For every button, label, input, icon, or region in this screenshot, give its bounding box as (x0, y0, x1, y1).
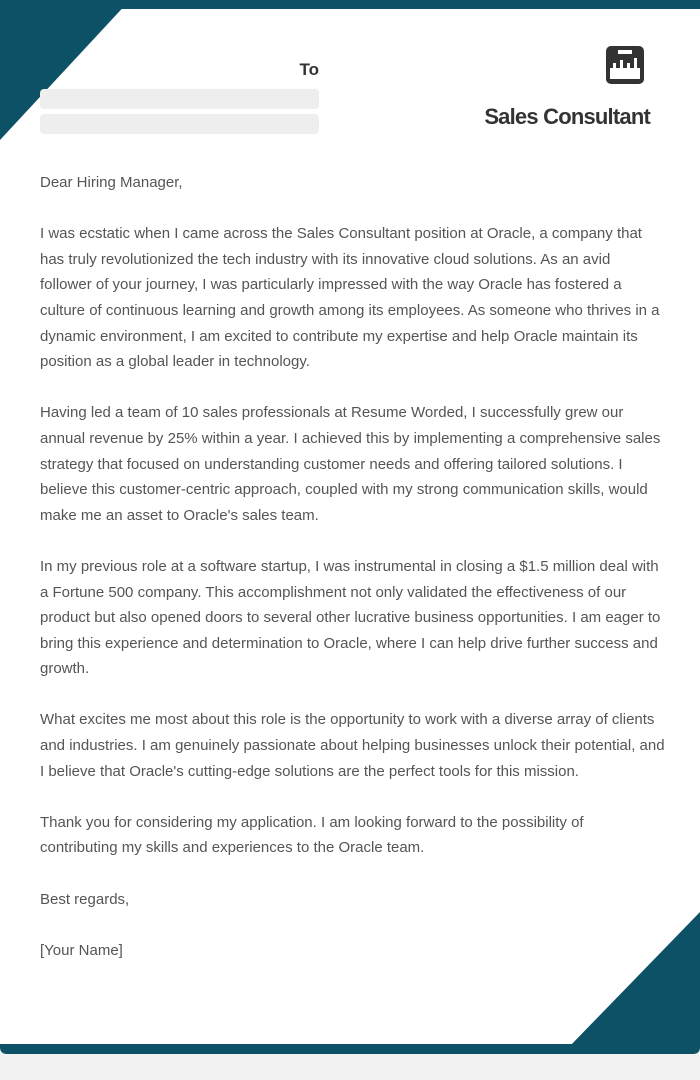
paragraph-2: Having led a team of 10 sales professionals at Resume Worded, I successfully grew our annual revenue by 25% within a year. I achieved this by implementing a comprehensive sales strategy that focused on understanding customer needs and offering tailored solutions. I believe this customer-centric approach, coupled with my strong communication skills, would make me an asset to Oracle's sales team. (40, 404, 661, 524)
recipient-label: To (299, 60, 319, 79)
bottom-right-corner-decoration (568, 912, 700, 1048)
salutation: Dear Hiring Manager, (40, 174, 183, 191)
paragraph-4: What excites me most about this role is the opportunity to work with a diverse array of clients and industries. I am genuinely passionate about helping businesses unlock their potential, and I believe that Oracle's cutting-edge solutions are the perfect tools for this mission. (40, 711, 665, 780)
signature: [Your Name] (40, 941, 123, 959)
paragraph-1: I was ecstatic when I came across the Sales Consultant position at Oracle, a company that has truly revolutionized the tech industry with its innovative cloud solutions. As an avid follower of your journey, I was particularly impressed with the way Oracle has fostered a culture of continuous learning and growth among its employees. As someone who thrives in a dynamic environment, I am excited to contribute my expertise and help Oracle maintain its position as a global leader in technology. (40, 225, 660, 371)
paragraph-5: Thank you for considering my application. I am looking forward to the possibility of contributing my skills and experiences to the Oracle team. (40, 813, 584, 857)
recipient-placeholder-line-1 (40, 89, 319, 109)
recipient-placeholder-line-2 (40, 114, 319, 134)
paragraph-3: In my previous role at a software startup, I was instrumental in closing a $1.5 million deal with a Fortune 500 company. This accomplishment not only validated the effectiveness of our product but also opened doors to several other lucrative business opportunities. I am eager to bring this experience and determination to Oracle, where I can help drive further success and growth. (40, 557, 661, 678)
briefcase-chart-icon (606, 46, 644, 84)
closing: Best regards, (40, 890, 130, 908)
letter-body (40, 170, 665, 989)
job-title: Sales Consultant (484, 104, 650, 129)
bottom-accent-bar (0, 1044, 700, 1054)
